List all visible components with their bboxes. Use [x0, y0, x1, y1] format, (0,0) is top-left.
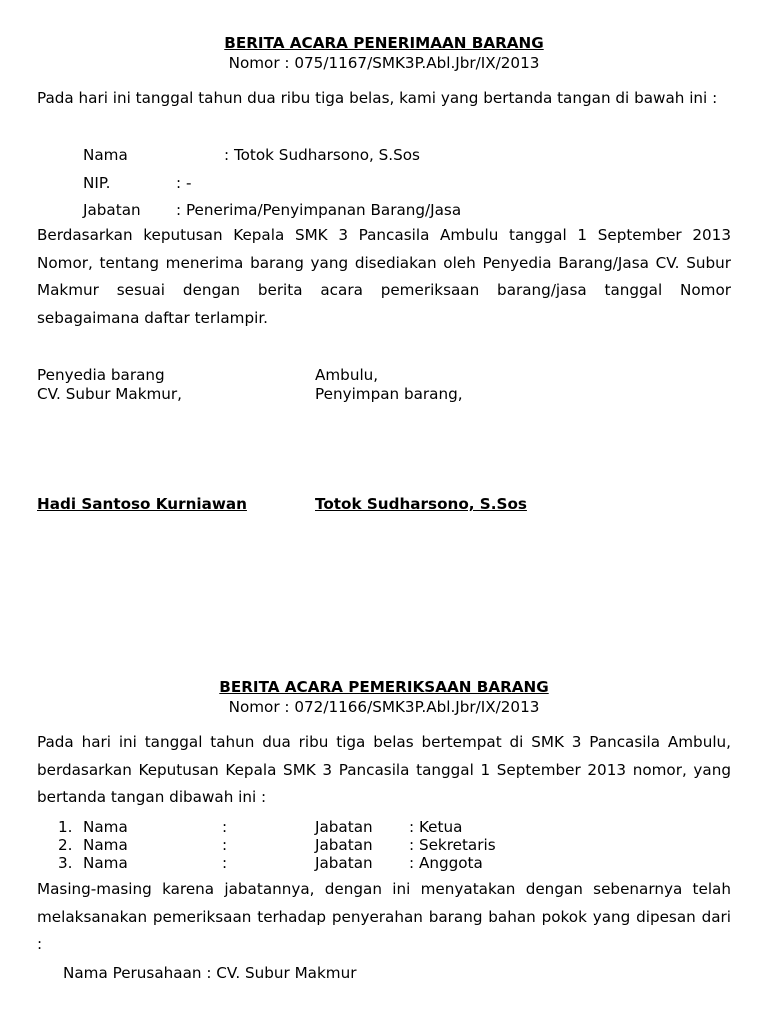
member-2-jabatan: Jabatan — [315, 836, 373, 854]
member-2-colon: : — [222, 836, 228, 854]
member-3-role: : Anggota — [409, 854, 483, 872]
member-3-jabatan: Jabatan — [315, 854, 373, 872]
doc2-company-line: Nama Perusahaan : CV. Subur Makmur — [63, 964, 357, 982]
doc1-sign-left-line1: Penyedia barang — [37, 366, 165, 384]
doc2-body: Masing-masing karena jabatannya, dengan ini menyatakan dengan sebenarnya telah melaksanakan pemeriksaan terhadap penyerahan barang bahan pokok yang dipesan dari : — [37, 880, 731, 954]
doc1-field-nip-value: : - — [176, 174, 192, 192]
doc1-field-nip-label: NIP. — [83, 174, 111, 192]
member-1-role: : Ketua — [409, 818, 463, 836]
member-3-num: 3. — [58, 854, 73, 872]
doc1-field-jabatan-label: Jabatan — [83, 201, 141, 219]
member-2-num: 2. — [58, 836, 73, 854]
member-3-colon: : — [222, 854, 228, 872]
doc1-signer-right: Totok Sudharsono, S.Sos — [315, 495, 527, 513]
doc2-intro: Pada hari ini tanggal tahun dua ribu tiga belas bertempat di SMK 3 Pancasila Ambulu, berdasarkan Keputusan Kepala SMK 3 Pancasila tanggal 1 September 2013 nomor, yang bertanda tangan dibawah ini : — [37, 733, 731, 807]
member-1-jabatan: Jabatan — [315, 818, 373, 836]
member-1-num: 1. — [58, 818, 73, 836]
doc1-title: BERITA ACARA PENERIMAAN BARANG — [224, 34, 544, 52]
member-1-label: Nama — [83, 818, 128, 836]
member-2-label: Nama — [83, 836, 128, 854]
doc1-field-jabatan-value: : Penerima/Penyimpanan Barang/Jasa — [176, 201, 462, 219]
doc1-sign-right-line1: Ambulu, — [315, 366, 379, 384]
member-1-colon: : — [222, 818, 228, 836]
doc1-field-nama-value: : Totok Sudharsono, S.Sos — [224, 146, 420, 164]
doc1-field-nama-label: Nama — [83, 146, 128, 164]
doc1-body: Berdasarkan keputusan Kepala SMK 3 Pancasila Ambulu tanggal 1 September 2013 Nomor, tentang menerima barang yang disediakan oleh Penyedia Barang/Jasa CV. Subur Makmur sesuai dengan berita acara pemeriksaan barang/jasa tanggal Nomor sebagaimana daftar terlampir. — [37, 226, 731, 328]
doc1-sign-left-line2: CV. Subur Makmur, — [37, 385, 182, 403]
member-2-role: : Sekretaris — [409, 836, 496, 854]
doc2-title: BERITA ACARA PEMERIKSAAN BARANG — [219, 678, 549, 696]
doc1-intro: Pada hari ini tanggal tahun dua ribu tiga belas, kami yang bertanda tangan di bawah ini : — [37, 89, 718, 107]
doc1-nomor: Nomor : 075/1167/SMK3P.Abl.Jbr/IX/2013 — [228, 54, 540, 72]
doc1-sign-right-line2: Penyimpan barang, — [315, 385, 463, 403]
doc1-signer-left: Hadi Santoso Kurniawan — [37, 495, 247, 513]
member-3-label: Nama — [83, 854, 128, 872]
doc2-nomor: Nomor : 072/1166/SMK3P.Abl.Jbr/IX/2013 — [228, 698, 540, 716]
